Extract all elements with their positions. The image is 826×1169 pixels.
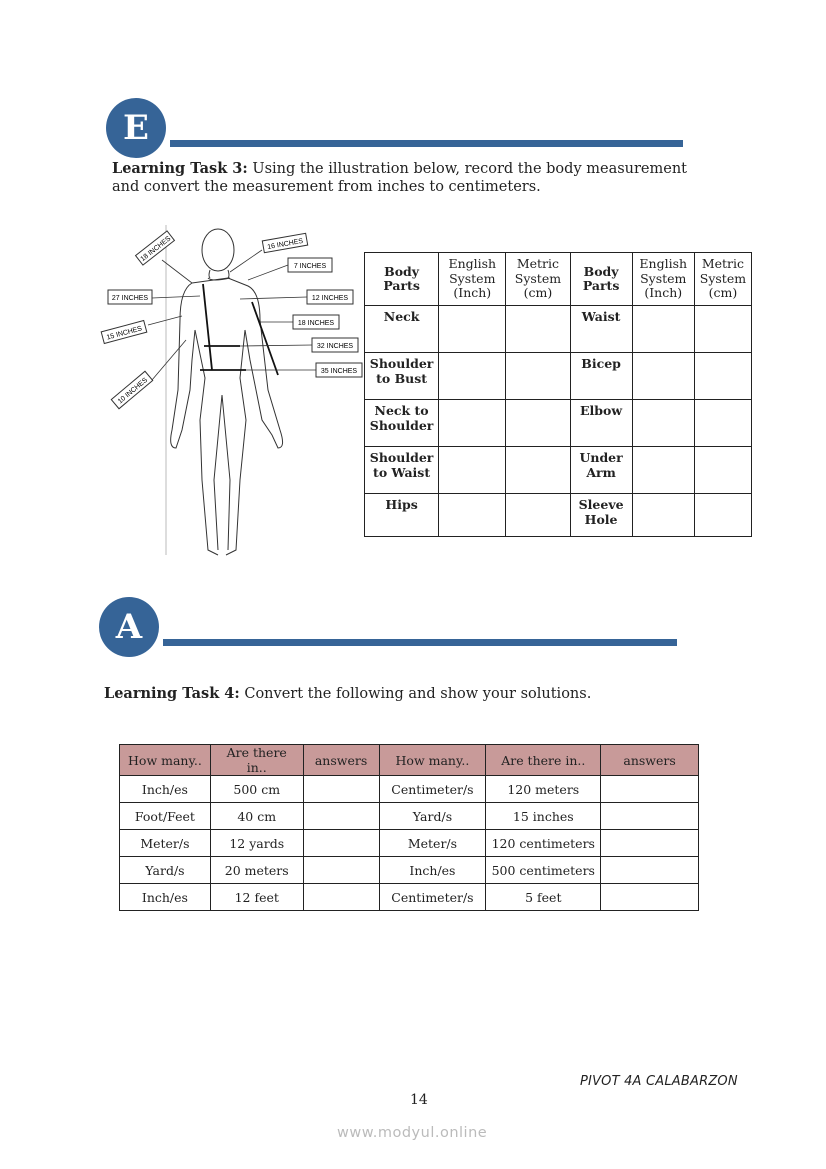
answer-cell[interactable]	[506, 494, 570, 537]
unit-cell: Meter/s	[379, 830, 486, 857]
header-english-1: English System (Inch)	[439, 253, 506, 306]
answer-cell[interactable]	[303, 857, 379, 884]
section-e-letter: E	[123, 108, 149, 148]
label-15-inches	[101, 321, 147, 344]
header-how-many-1: How many..	[120, 745, 211, 776]
body-part-neck-to-shoulder: Neck to Shoulder	[365, 400, 439, 447]
label-18-inches-bust	[293, 315, 339, 329]
svg-text:12 INCHES: 12 INCHES	[311, 295, 349, 302]
unit-cell: Centimeter/s	[379, 884, 486, 911]
svg-text:35 INCHES: 35 INCHES	[320, 368, 358, 375]
watermark: www.modyul.online	[337, 1125, 488, 1141]
header-are-there-in-1: Are there in..	[210, 745, 303, 776]
quantity-cell: 12 feet	[210, 884, 303, 911]
quantity-cell: 12 yards	[210, 830, 303, 857]
header-answers-2: answers	[601, 745, 699, 776]
answer-cell[interactable]	[303, 776, 379, 803]
unit-cell: Foot/Feet	[120, 803, 211, 830]
svg-text:32 INCHES: 32 INCHES	[316, 343, 354, 350]
quantity-cell: 500 cm	[210, 776, 303, 803]
answer-cell[interactable]	[601, 857, 699, 884]
unit-cell: Inch/es	[379, 857, 486, 884]
answer-cell[interactable]	[601, 830, 699, 857]
quantity-cell: 120 meters	[486, 776, 601, 803]
table-row	[120, 830, 699, 857]
answer-cell[interactable]	[506, 447, 570, 494]
table-row	[120, 857, 699, 884]
svg-text:7 INCHES: 7 INCHES	[293, 263, 327, 270]
section-e-rule	[170, 140, 683, 147]
answer-cell[interactable]	[694, 353, 751, 400]
body-part-sleeve-hole: Sleeve Hole	[570, 494, 632, 537]
answer-cell[interactable]	[694, 494, 751, 537]
header-answers-1: answers	[303, 745, 379, 776]
body-part-bicep: Bicep	[570, 353, 632, 400]
section-a-letter: A	[115, 607, 143, 647]
unit-cell: Centimeter/s	[379, 776, 486, 803]
answer-cell[interactable]	[632, 353, 694, 400]
answer-cell[interactable]	[506, 306, 570, 353]
answer-cell[interactable]	[632, 400, 694, 447]
unit-cell: Inch/es	[120, 884, 211, 911]
header-body-parts-1: Body Parts	[365, 253, 439, 306]
svg-text:18 INCHES: 18 INCHES	[297, 320, 335, 327]
quantity-cell: 120 centimeters	[486, 830, 601, 857]
unit-cell: Meter/s	[120, 830, 211, 857]
body-part-waist: Waist	[570, 306, 632, 353]
body-part-hips: Hips	[365, 494, 439, 537]
quantity-cell: 40 cm	[210, 803, 303, 830]
svg-text:15 INCHES: 15 INCHES	[106, 325, 143, 342]
page-number: 14	[410, 1092, 428, 1108]
table-row	[365, 400, 752, 447]
answer-cell[interactable]	[303, 884, 379, 911]
body-measurement-illustration	[100, 220, 365, 560]
body-part-under-arm: Under Arm	[570, 447, 632, 494]
body-part-shoulder-to-waist: Shoulder to Waist	[365, 447, 439, 494]
quantity-cell: 5 feet	[486, 884, 601, 911]
answer-cell[interactable]	[632, 494, 694, 537]
task-3-text: Using the illustration below, record the body measurement and convert the measurement from inches to centimeters.	[112, 161, 688, 195]
answer-cell[interactable]	[439, 306, 506, 353]
section-a-badge	[99, 597, 159, 657]
answer-cell[interactable]	[601, 884, 699, 911]
answer-cell[interactable]	[694, 400, 751, 447]
answer-cell[interactable]	[439, 400, 506, 447]
section-a-rule	[163, 639, 677, 646]
answer-cell[interactable]	[439, 494, 506, 537]
learning-task-4	[104, 685, 704, 703]
answer-cell[interactable]	[632, 447, 694, 494]
table-row	[365, 494, 752, 537]
header-how-many-2: How many..	[379, 745, 486, 776]
answer-cell[interactable]	[694, 306, 751, 353]
label-16-inches	[262, 233, 307, 252]
body-part-shoulder-to-bust: Shoulder to Bust	[365, 353, 439, 400]
table-row	[365, 353, 752, 400]
conversion-table	[119, 744, 699, 911]
label-10-inches	[111, 371, 152, 408]
answer-cell[interactable]	[506, 353, 570, 400]
learning-task-3	[112, 160, 712, 196]
table-row	[365, 306, 752, 353]
label-12-inches	[307, 290, 353, 304]
svg-text:10 INCHES: 10 INCHES	[116, 376, 150, 406]
task-4-label: Learning Task 4:	[104, 685, 240, 702]
header-metric-2: Metric System (cm)	[694, 253, 751, 306]
section-e-badge	[106, 98, 166, 158]
header-metric-1: Metric System (cm)	[506, 253, 570, 306]
answer-cell[interactable]	[601, 803, 699, 830]
header-body-parts-2: Body Parts	[570, 253, 632, 306]
table-row	[120, 776, 699, 803]
answer-cell[interactable]	[303, 830, 379, 857]
task-3-label: Learning Task 3:	[112, 160, 248, 177]
answer-cell[interactable]	[439, 353, 506, 400]
answer-cell[interactable]	[303, 803, 379, 830]
body-measurement-table	[364, 252, 752, 537]
svg-text:16 INCHES: 16 INCHES	[266, 237, 304, 252]
label-18-inches-shoulder	[136, 231, 175, 265]
quantity-cell: 500 centimeters	[486, 857, 601, 884]
header-english-2: English System (Inch)	[632, 253, 694, 306]
body-part-elbow: Elbow	[570, 400, 632, 447]
svg-text:18 INCHES: 18 INCHES	[139, 235, 173, 264]
table-row	[120, 884, 699, 911]
quantity-cell: 20 meters	[210, 857, 303, 884]
answer-cell[interactable]	[439, 447, 506, 494]
answer-cell[interactable]	[694, 447, 751, 494]
table-row	[365, 447, 752, 494]
label-27-inches	[108, 290, 152, 304]
task-4-text: Convert the following and show your solutions.	[239, 686, 592, 702]
label-35-inches	[316, 363, 362, 377]
table-row	[120, 803, 699, 830]
footer-brand: PIVOT 4A CALABARZON	[580, 1074, 738, 1089]
answer-cell[interactable]	[506, 400, 570, 447]
answer-cell[interactable]	[601, 776, 699, 803]
label-7-inches	[288, 258, 332, 272]
quantity-cell: 15 inches	[486, 803, 601, 830]
body-part-neck: Neck	[365, 306, 439, 353]
svg-text:27 INCHES: 27 INCHES	[111, 295, 149, 302]
label-32-inches	[312, 338, 358, 352]
unit-cell: Yard/s	[379, 803, 486, 830]
answer-cell[interactable]	[632, 306, 694, 353]
unit-cell: Yard/s	[120, 857, 211, 884]
unit-cell: Inch/es	[120, 776, 211, 803]
header-are-there-in-2: Are there in..	[486, 745, 601, 776]
